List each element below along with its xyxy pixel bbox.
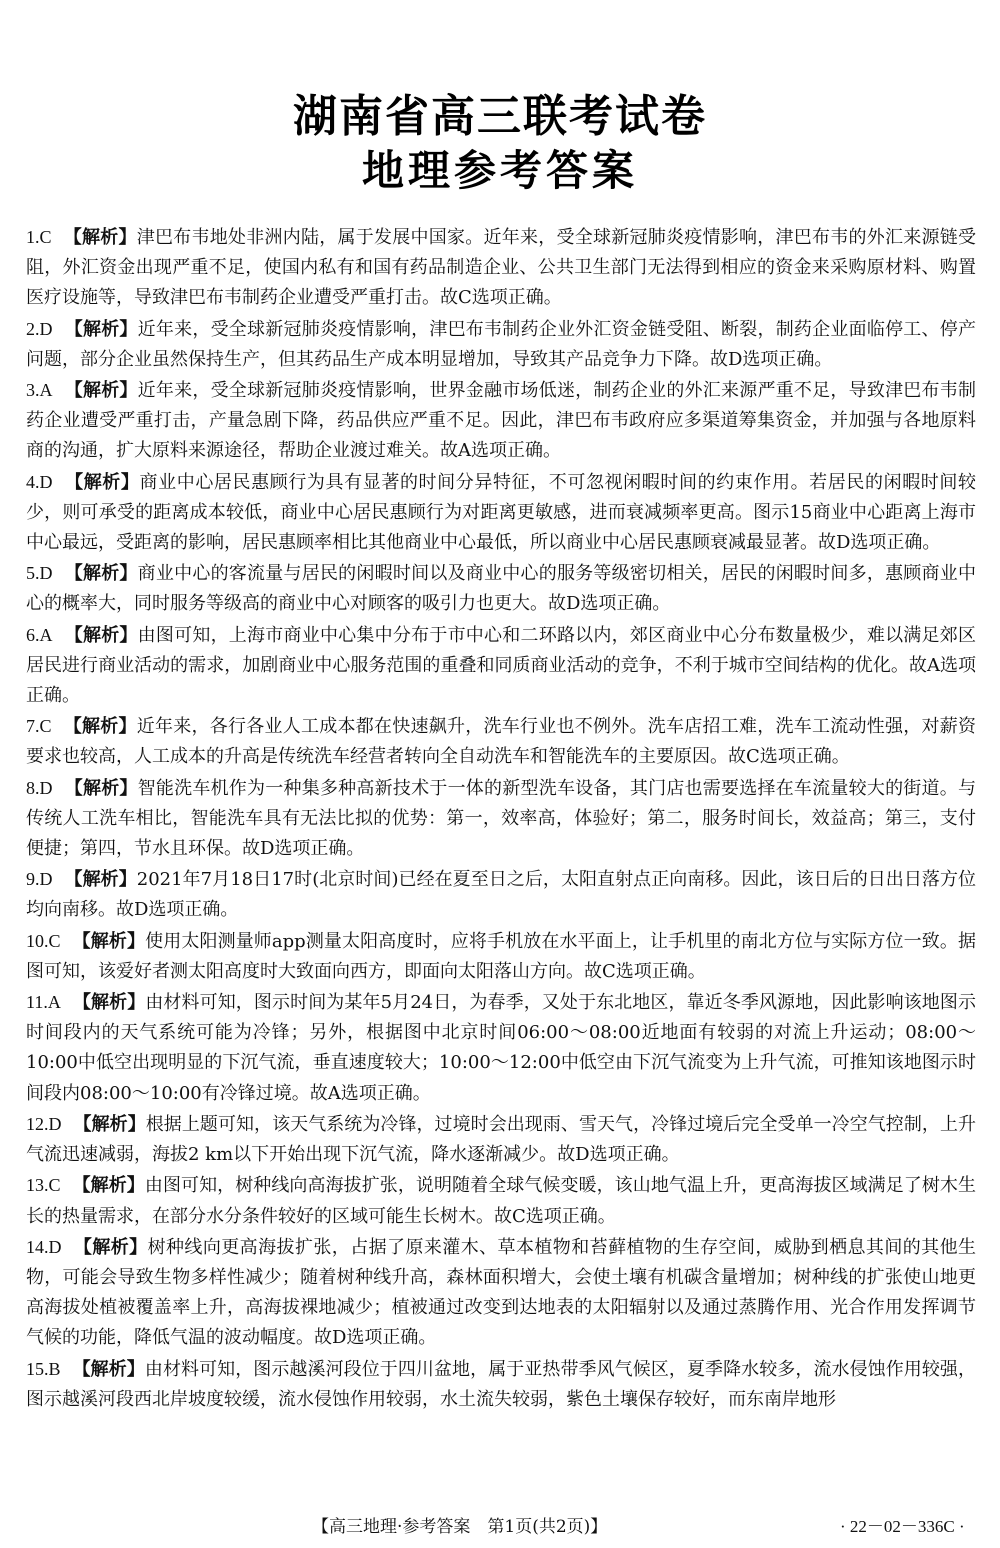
analysis-tag: 【解析】 xyxy=(63,716,137,738)
answer-number: 1. xyxy=(26,227,40,247)
analysis-tag: 【解析】 xyxy=(63,227,137,248)
answer-explanation: 由材料可知，图示越溪河段位于四川盆地，属于亚热带季风气候区，夏季降水较多，流水侵蚀作用较强，图示越溪河段西北岸坡度较缓，流水侵蚀作用较弱，水土流失较弱，紫色土壤保存较好，而东南岸地形 xyxy=(26,1358,977,1410)
answer-choice: D xyxy=(39,777,53,798)
answer-explanation: 由图可知，树种线向高海拔扩张，说明随着全球气候变暖，该山地气温上升，更高海拔区域满足了树木生长的热量需求，在部分水分条件较好的区域可能生长树木。故C选项正确。 xyxy=(26,1175,977,1227)
answer-choice: D xyxy=(39,318,53,339)
page-subtitle: 地理参考答案 xyxy=(361,146,638,195)
answer-explanation: 商业中心居民惠顾行为具有显著的时间分异特征，不可忽视闲暇时间的约束作用。若居民的闲暇时间较少，则可承受的距离成本较低，商业中心居民惠顾行为对距离更敏感，进而衰减频率更高。图示15商业中心距离上海市中心最远，受距离的影响，居民惠顾率相比其他商业中心最低，所以商业中心居民惠顾衰减最显著。故D选项正确。 xyxy=(26,471,977,554)
answer-choice: A xyxy=(39,380,53,401)
answer-explanation: 由图可知，上海市商业中心集中分布于市中心和二环路以内，郊区商业中心分布数量极少，难以满足郊区居民进行商业活动的需求，加剧商业中心服务范围的重叠和同质商业活动的竞争，不利于城市空间结构的优化。故A选项正确。 xyxy=(26,624,977,707)
answer-choice: D xyxy=(39,869,53,890)
answer-number: 7. xyxy=(26,716,40,737)
answer-choice: B xyxy=(48,1358,61,1379)
answer-item xyxy=(26,711,976,772)
answer-explanation: 近年来，受全球新冠肺炎疫情影响，世界金融市场低迷，制药企业的外汇来源严重不足，导致津巴布韦制药企业遭受严重打击，产量急剧下降，药品供应严重不足。因此，津巴布韦政府应多渠道筹集资金，并加强与各地原料商的沟通，扩大原料来源途径，帮助企业渡过难关。故A选项正确。 xyxy=(26,380,977,462)
answer-item xyxy=(26,314,976,375)
answer-choice: C xyxy=(39,227,52,247)
answer-explanation: 津巴布韦地处非洲内陆，属于发展中国家。近年来，受全球新冠肺炎疫情影响，津巴布韦的外汇来源链受阻，外汇资金出现严重不足，使国内私有和国有药品制造企业、公共卫生部门无法得到相应的资金来采购原材料、购置医疗设施等，导致津巴布韦制药企业遭受严重打击。故C选项正确。 xyxy=(26,227,976,309)
answer-item xyxy=(26,1232,976,1354)
analysis-tag: 【解析】 xyxy=(64,777,138,799)
answer-item xyxy=(26,1109,976,1170)
answer-number: 6. xyxy=(26,624,40,645)
page-title: 湖南省高三联考试卷 xyxy=(293,91,707,142)
answer-explanation: 根据上题可知，该天气系统为冷锋，过境时会出现雨、雪天气，冷锋过境后完全受单一冷空气控制，上升气流迅速减弱，海拔2 km以下开始出现下沉气流，降水逐渐减少。故D选项正确。 xyxy=(26,1113,976,1166)
analysis-tag: 【解析】 xyxy=(72,930,146,952)
analysis-tag: 【解析】 xyxy=(73,1236,148,1258)
answer-choice: D xyxy=(48,1113,62,1134)
answer-choice: D xyxy=(48,1236,62,1257)
answer-item xyxy=(26,467,976,559)
analysis-tag: 【解析】 xyxy=(64,869,137,891)
answer-explanation: 商业中心的客流量与居民的闲暇时间以及商业中心的服务等级密切相关，居民的闲暇时间多，惠顾商业中心的概率大，同时服务等级高的商业中心对顾客的吸引力也更大。故D选项正确。 xyxy=(26,563,977,615)
answer-number: 2. xyxy=(26,318,40,339)
answer-choice: C xyxy=(48,1175,61,1196)
analysis-tag: 【解析】 xyxy=(64,624,138,646)
analysis-tag: 【解析】 xyxy=(72,1358,145,1380)
answer-explanation: 智能洗车机作为一种集多种高新技术于一体的新型洗车设备，其门店也需要选择在车流量较大的街道。与传统人工洗车相比，智能洗车具有无法比拟的优势：第一，效率高，体验好；第二，服务时间长，效益高；第三，支付便捷；第四，节水且环保。故D选项正确。 xyxy=(26,777,977,860)
answer-choice: C xyxy=(48,930,61,951)
answer-number: 8. xyxy=(26,777,40,798)
analysis-tag: 【解析】 xyxy=(73,1113,146,1135)
answer-item xyxy=(26,773,976,865)
answer-number: 12. xyxy=(26,1113,49,1134)
answer-number: 10. xyxy=(26,930,49,951)
answer-item xyxy=(26,1354,976,1415)
answer-item xyxy=(26,864,976,925)
answer-number: 13. xyxy=(26,1175,49,1196)
answer-explanation: 树种线向更高海拔扩张，占据了原来灌木、草本植物和苔藓植物的生存空间，威胁到栖息其间的其他生物，可能会导致生物多样性减少；随着树种线升高，森林面积增大，会使土壤有机碳含量增加；树种线的扩张使山地更高海拔处植被覆盖率上升，高海拔裸地减少；植被通过改变到达地表的太阳辐射以及通过蒸腾作用、光合作用发挥调节气候的功能，降低气温的波动幅度。故D选项正确。 xyxy=(26,1236,976,1349)
analysis-tag: 【解析】 xyxy=(72,1175,145,1197)
answer-number: 14. xyxy=(26,1236,49,1257)
answer-item xyxy=(26,1170,976,1231)
answer-choice: A xyxy=(39,624,53,645)
answer-item xyxy=(26,926,976,987)
answer-choice: C xyxy=(39,716,52,737)
answer-number: 5. xyxy=(26,563,40,584)
answer-list xyxy=(26,222,976,1415)
answer-item xyxy=(26,222,976,314)
analysis-tag: 【解析】 xyxy=(64,471,140,493)
answer-explanation: 使用太阳测量师app测量太阳高度时，应将手机放在水平面上，让手机里的南北方位与实际方位一致。据图可知，该爱好者测太阳高度时大致面向西方，即面向太阳落山方向。故C选项正确。 xyxy=(26,930,977,982)
answer-explanation: 近年来，受全球新冠肺炎疫情影响，津巴布韦制药企业外汇资金链受阻、断裂，制药企业面临停工、停产问题，部分企业虽然保持生产，但其药品生产成本明显增加，导致其产品竞争力下降。故D选项正确。 xyxy=(26,318,977,370)
analysis-tag: 【解析】 xyxy=(64,380,138,402)
answer-item xyxy=(26,375,976,467)
answer-item xyxy=(26,620,976,712)
answer-item xyxy=(26,558,976,619)
answer-item xyxy=(26,987,976,1109)
answer-number: 4. xyxy=(26,471,40,492)
answer-number: 9. xyxy=(26,869,40,890)
answer-choice: D xyxy=(39,471,53,492)
answer-number: 15. xyxy=(26,1358,49,1379)
analysis-tag: 【解析】 xyxy=(64,563,138,585)
answer-explanation: 近年来，各行各业人工成本都在快速飙升，洗车行业也不例外。洗车店招工难，洗车工流动性强，对薪资要求也较高，人工成本的升高是传统洗车经营者转向全自动洗车和智能洗车的主要原因。故C选项正确。 xyxy=(26,716,976,768)
answer-number: 11. xyxy=(26,992,48,1013)
footer-page-info: 【高三地理·参考答案 第1页(共2页)】 xyxy=(312,1517,608,1537)
answer-choice: D xyxy=(39,563,53,584)
answer-choice: A xyxy=(47,992,61,1013)
answer-explanation: 由材料可知，图示时间为某年5月24日，为春季，又处于东北地区，靠近冬季风源地，因此影响该地图示时间段内的天气系统可能为冷锋；另外，根据图中北京时间06:00～08:00近地面有较弱的对流上升运动；08:00～10:00中低空出现明显的下沉气流，垂直速度较大；10:00～12:00中低空由下沉气流变为上升气流，可推知该地图示时间段内08:00～10:00有冷锋过境。故A选项正确。 xyxy=(26,992,976,1104)
answer-explanation: 2021年7月18日17时(北京时间)已经在夏至日之后，太阳直射点正向南移。因此，该日后的日出日落方位均向南移。故D选项正确。 xyxy=(26,869,976,921)
answer-number: 3. xyxy=(26,380,40,401)
analysis-tag: 【解析】 xyxy=(64,318,138,340)
analysis-tag: 【解析】 xyxy=(72,992,146,1014)
footer-code: · 22－02－336C · xyxy=(840,1517,965,1536)
